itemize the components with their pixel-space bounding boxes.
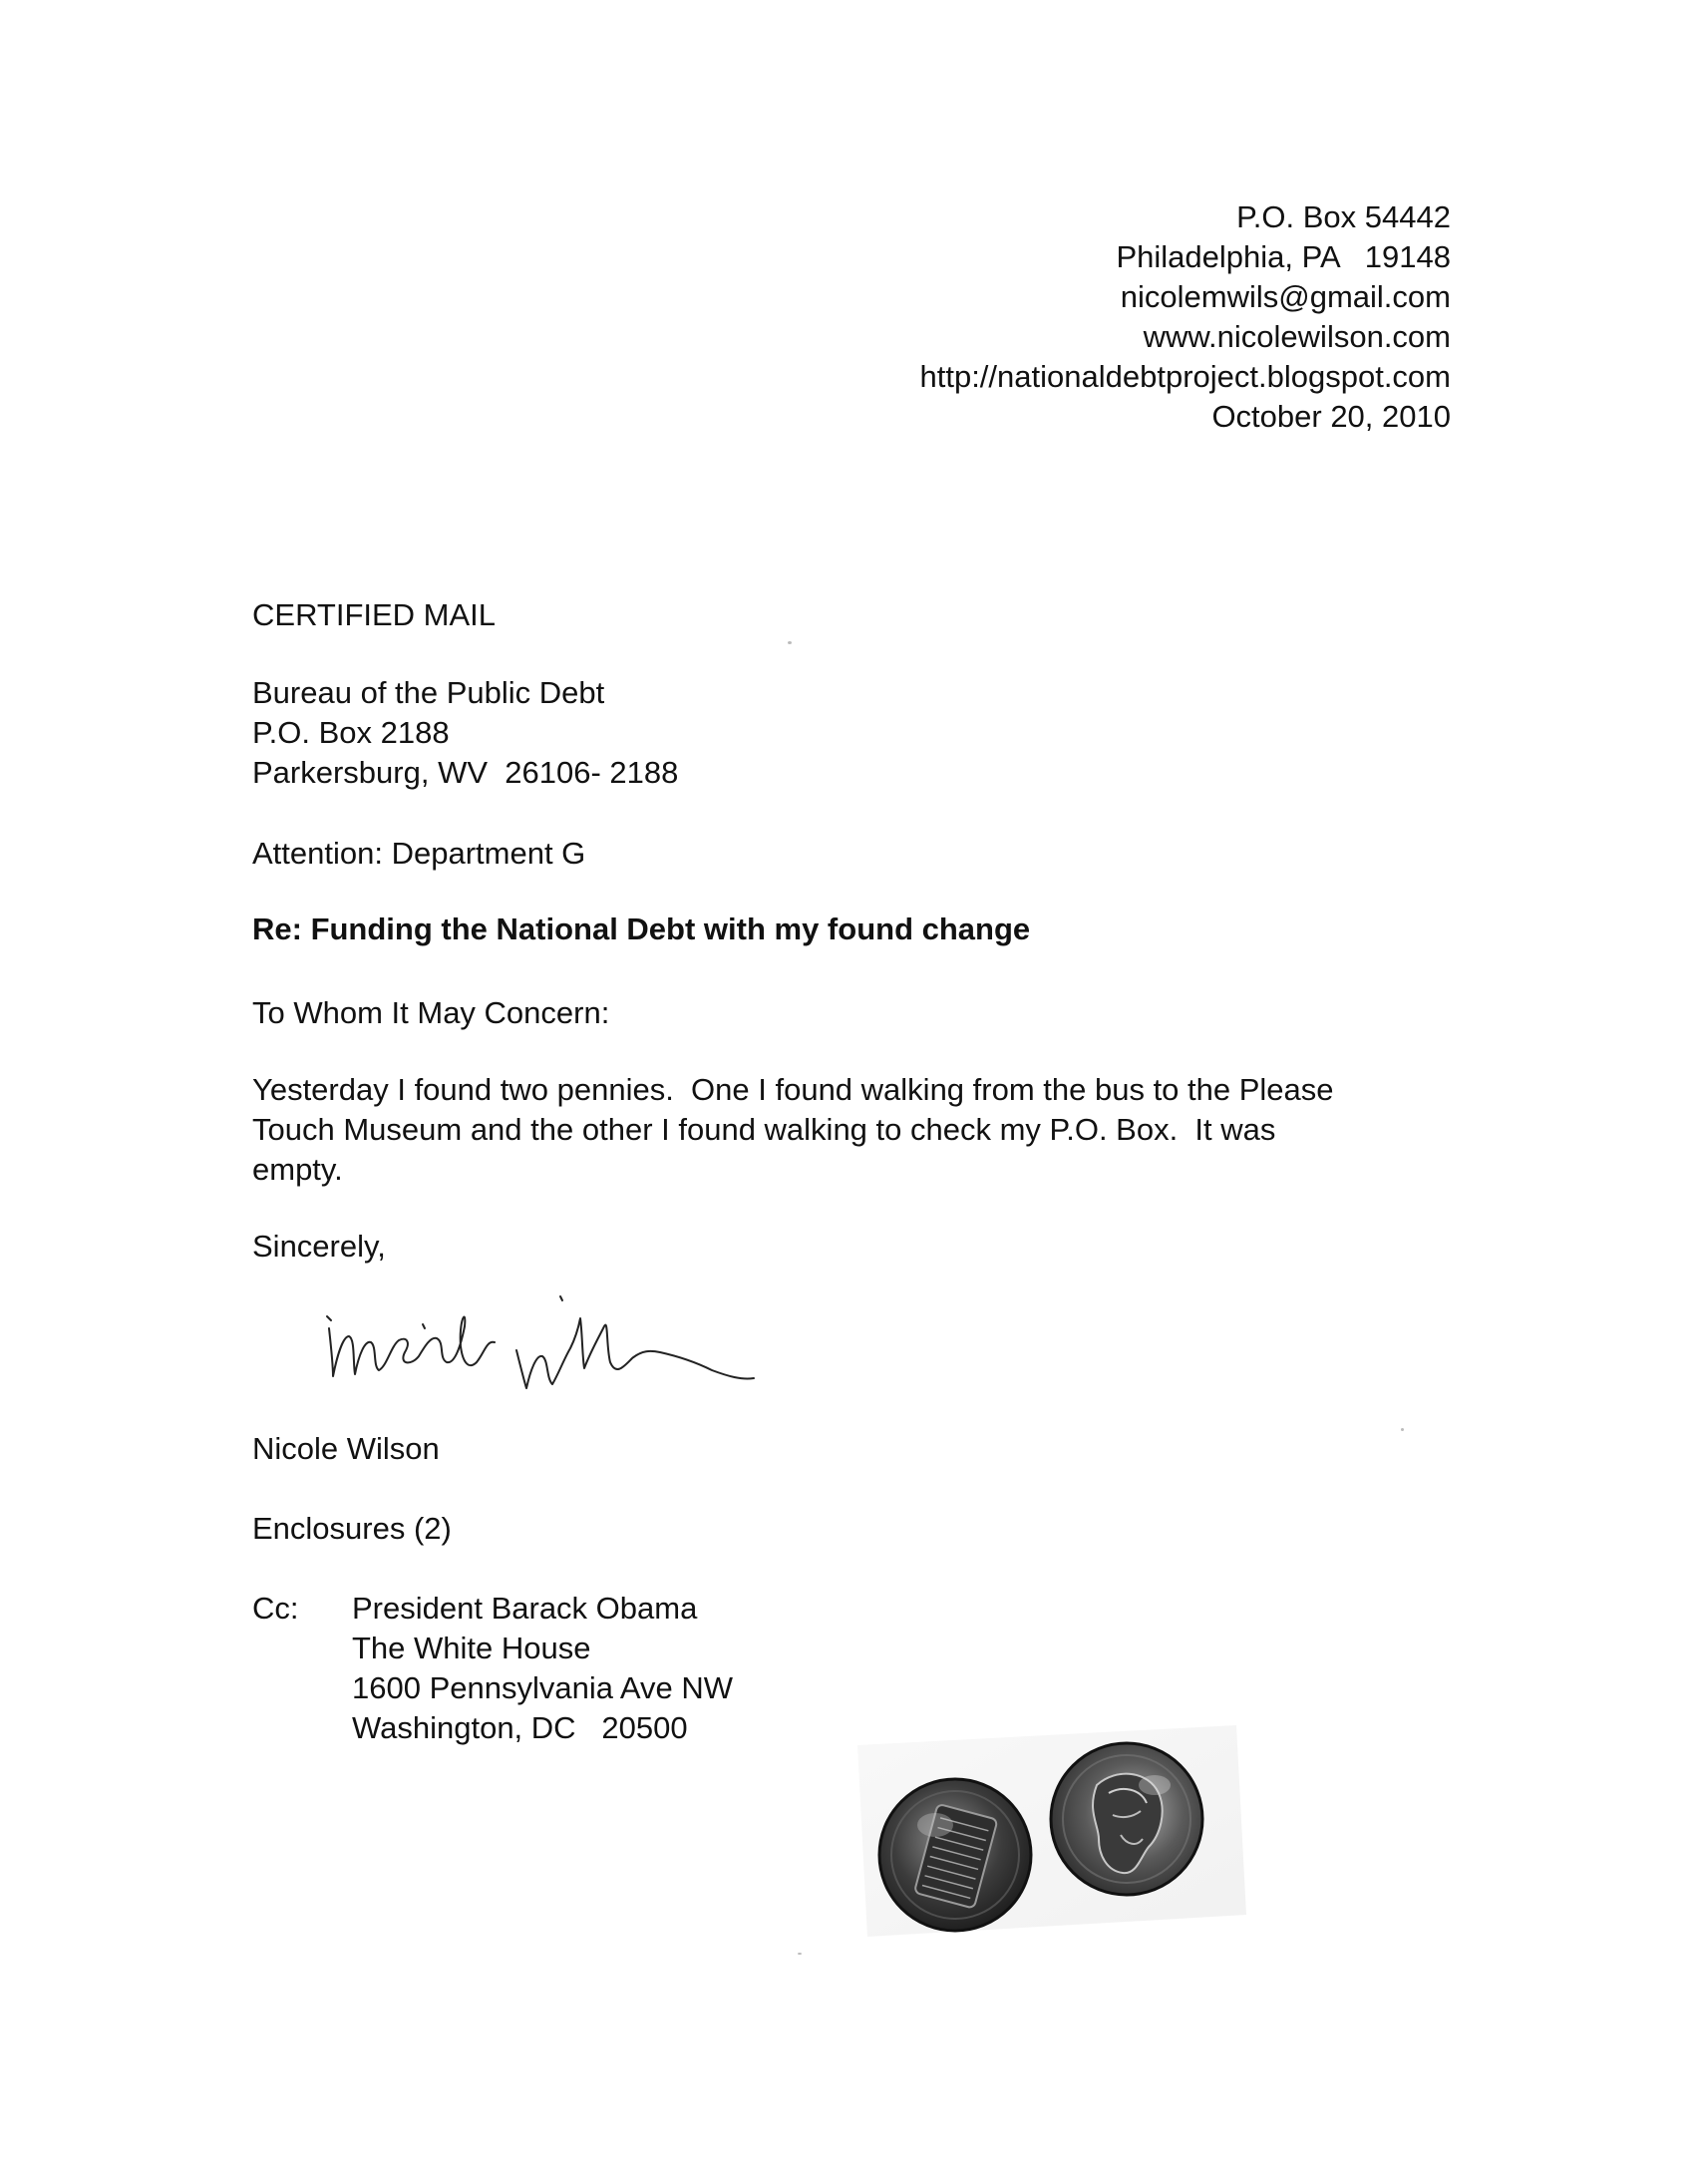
body-line: empty. xyxy=(252,1152,343,1187)
cc-line: The White House xyxy=(352,1631,591,1665)
enclosures-line: Enclosures (2) xyxy=(252,1511,452,1546)
handwritten-signature xyxy=(299,1267,778,1406)
cc-address-block xyxy=(352,1589,733,1748)
cc-line: Washington, DC 20500 xyxy=(352,1710,688,1745)
enclosed-pennies-image xyxy=(838,1715,1256,1945)
sender-blog: http://nationaldebtproject.blogspot.com xyxy=(919,359,1451,394)
salutation: To Whom It May Concern: xyxy=(252,995,610,1030)
attention-line: Attention: Department G xyxy=(252,836,586,871)
recipient-name: Bureau of the Public Debt xyxy=(252,675,605,710)
sender-po-box: P.O. Box 54442 xyxy=(1236,199,1451,234)
body-line: Yesterday I found two pennies. One I found walking from the bus to the Please xyxy=(252,1072,1334,1107)
scan-speck xyxy=(788,641,792,644)
scan-speck xyxy=(798,1953,802,1955)
letter-date: October 20, 2010 xyxy=(1211,399,1451,434)
closing: Sincerely, xyxy=(252,1229,386,1264)
body-line: Touch Museum and the other I found walking to check my P.O. Box. It was xyxy=(252,1112,1276,1147)
cc-label: Cc: xyxy=(252,1591,299,1626)
subject-line: Re: Funding the National Debt with my found change xyxy=(252,911,1031,946)
cc-line: 1600 Pennsylvania Ave NW xyxy=(352,1670,733,1705)
sender-email: nicolemwils@gmail.com xyxy=(1120,279,1451,314)
cc-line: President Barack Obama xyxy=(352,1591,698,1626)
penny-back-shape xyxy=(879,1779,1031,1931)
scan-speck xyxy=(1401,1428,1404,1431)
signature-name: Nicole Wilson xyxy=(252,1431,440,1466)
recipient-city-state-zip: Parkersburg, WV 26106- 2188 xyxy=(252,755,679,790)
sender-website: www.nicolewilson.com xyxy=(1143,319,1451,354)
delivery-method: CERTIFIED MAIL xyxy=(252,597,497,632)
recipient-address-block xyxy=(252,673,678,793)
sender-address-block xyxy=(919,197,1451,437)
penny-front-shape xyxy=(1051,1743,1202,1895)
recipient-po-box: P.O. Box 2188 xyxy=(252,715,450,750)
sender-city-state-zip: Philadelphia, PA 19148 xyxy=(1116,239,1451,274)
letter-body xyxy=(252,1070,1449,1190)
